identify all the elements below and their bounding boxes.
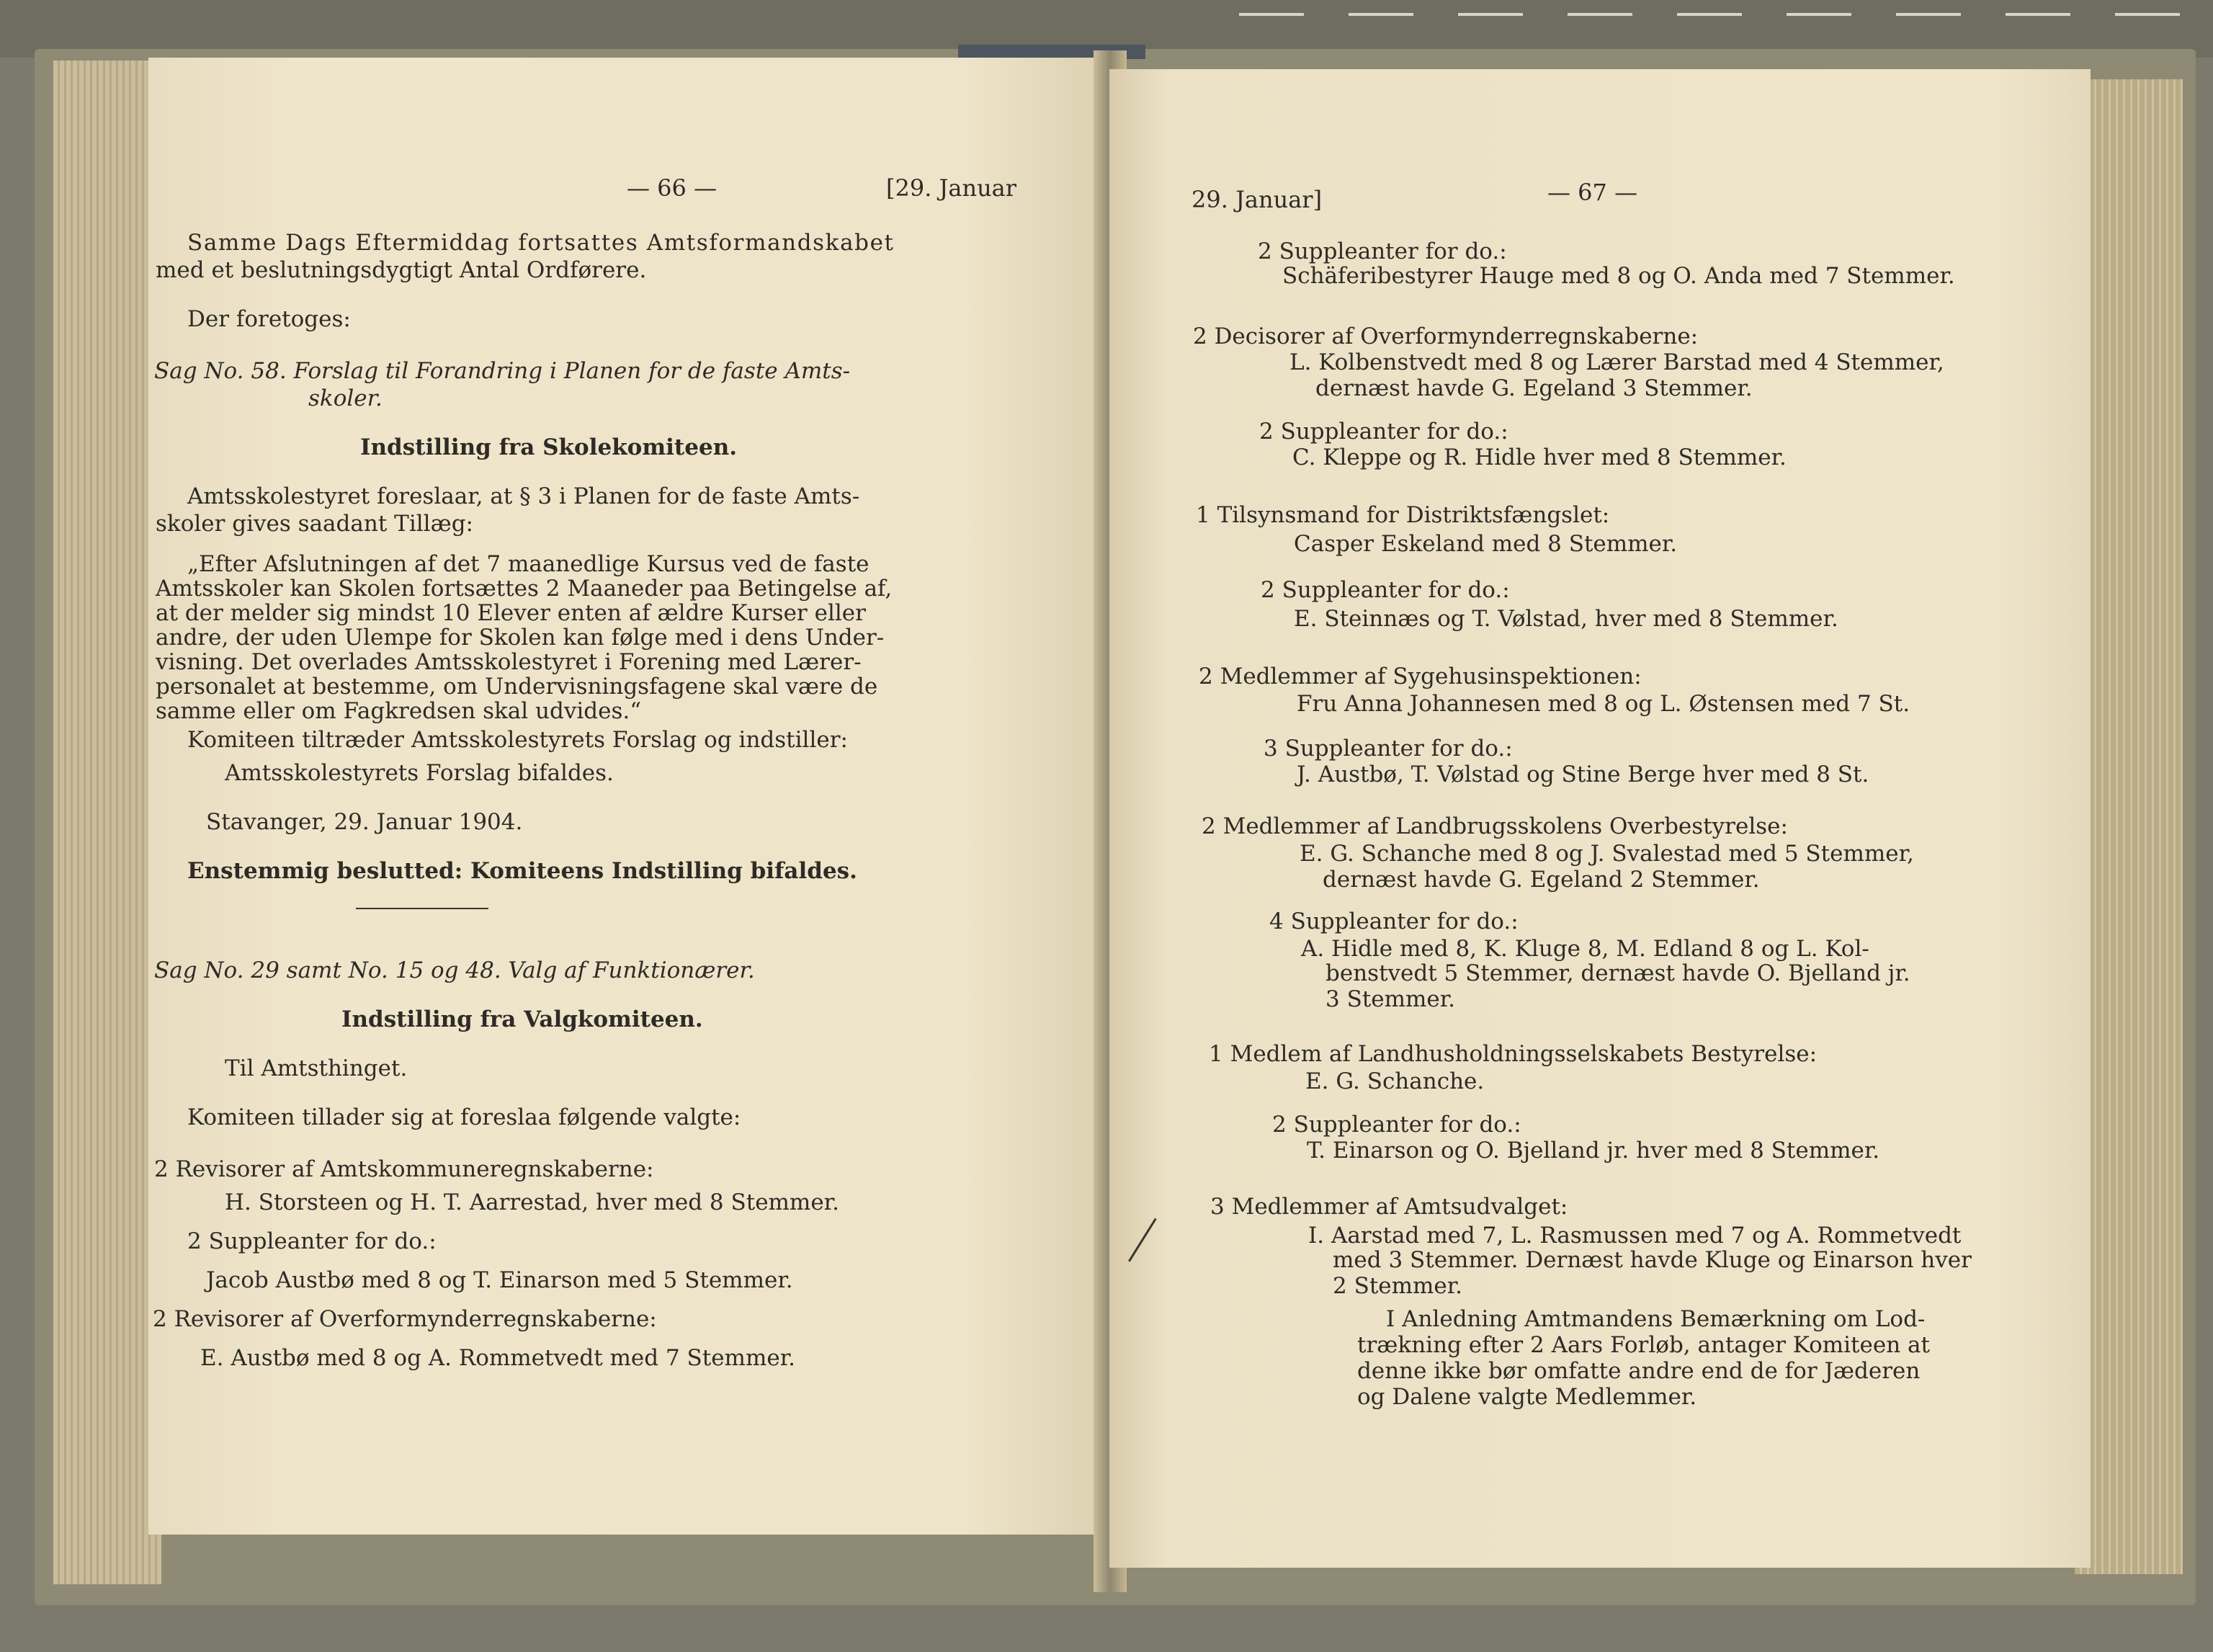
list-item: Casper Eskeland med 8 Stemmer. [1294, 531, 1678, 557]
list-item: C. Kleppe og R. Hidle hver med 8 Stemmer. [1292, 445, 1787, 470]
text-line: Samme Dags Eftermiddag fortsattes Amtsformandskabet [187, 230, 895, 256]
list-heading: 2 Suppleanter for do.: [1261, 577, 1510, 603]
text-line: Komiteen tiltræder Amtsskolestyrets Forslag og indstiller: [187, 727, 848, 753]
left-page-edges [53, 61, 161, 1584]
list-heading: 2 Decisorer af Overformynderregnskaberne: [1193, 323, 1699, 349]
page-number: — 66 — [627, 174, 717, 202]
page-number: — 67 — [1547, 179, 1638, 206]
section-heading: Indstilling fra Valgkomiteen. [341, 1006, 703, 1032]
list-heading: 2 Suppleanter for do.: [1259, 419, 1508, 445]
list-item: E. G. Schanche. [1305, 1068, 1485, 1094]
case-title: Sag No. 58. Forslag til Forandring i Planen for de faste Amts- [154, 358, 851, 384]
note-line: trækning efter 2 Aars Forløb, antager Komiteen at [1357, 1332, 1930, 1358]
quote-line: Amtsskoler kan Skolen fortsættes 2 Maaneder paa Betingelse af, [156, 576, 893, 602]
list-item: 3 Stemmer. [1325, 986, 1456, 1012]
list-heading: 2 Suppleanter for do.: [1272, 1112, 1521, 1138]
text-line: Der foretoges: [187, 306, 351, 332]
place-date: Stavanger, 29. Januar 1904. [206, 809, 523, 835]
right-page [1109, 69, 2091, 1568]
separator-rule [356, 908, 488, 909]
list-heading: 3 Medlemmer af Amtsudvalget: [1210, 1194, 1568, 1220]
list-heading: 1 Tilsynsmand for Distriktsfængslet: [1196, 502, 1610, 528]
list-heading: 3 Suppleanter for do.: [1264, 736, 1513, 762]
list-heading: 2 Medlemmer af Sygehusinspektionen: [1199, 664, 1642, 689]
quote-line: at der melder sig mindst 10 Elever enten af ældre Kurser eller [156, 600, 866, 626]
list-item: Schäferibestyrer Hauge med 8 og O. Anda med 7 Stemmer. [1282, 263, 1955, 289]
list-heading: 2 Medlemmer af Landbrugsskolens Overbestyrelse: [1202, 813, 1788, 839]
scan-edge-marks [1239, 13, 2197, 20]
text-line: Amtsskolestyrets Forslag bifaldes. [225, 760, 614, 786]
list-heading: 1 Medlem af Landhusholdningsselskabets Bestyrelse: [1209, 1041, 1818, 1067]
case-title-continued: skoler. [308, 385, 383, 411]
text-line: skoler gives saadant Tillæg: [156, 511, 473, 537]
list-item: Jacob Austbø med 8 og T. Einarson med 5 Stemmer. [206, 1267, 793, 1293]
right-page-edges [2075, 79, 2183, 1574]
list-heading: 2 Revisorer af Overformynderregnskaberne: [153, 1306, 657, 1332]
quote-line: personalet at bestemme, om Undervisningsfagene skal være de [156, 674, 878, 700]
list-item: 2 Stemmer. [1333, 1273, 1463, 1299]
list-heading: 2 Revisorer af Amtskommuneregnskaberne: [154, 1156, 654, 1182]
list-item: I. Aarstad med 7, L. Rasmussen med 7 og A. Rommetvedt [1308, 1223, 1962, 1249]
case-title: Sag No. 29 samt No. 15 og 48. Valg af Funktionærer. [154, 957, 755, 983]
quote-line: „Efter Afslutningen af det 7 maanedlige Kursus ved de faste [187, 551, 869, 577]
list-item: T. Einarson og O. Bjelland jr. hver med 8 Stemmer. [1307, 1138, 1880, 1164]
list-item: Fru Anna Johannesen med 8 og L. Østensen med 7 St. [1297, 691, 1910, 717]
list-heading: 2 Suppleanter for do.: [1258, 238, 1507, 264]
list-item: med 3 Stemmer. Dernæst havde Kluge og Einarson hver [1333, 1247, 1972, 1273]
note-line: og Dalene valgte Medlemmer. [1357, 1384, 1697, 1410]
quote-line: visning. Det overlades Amtsskolestyret i Forening med Lærer- [156, 649, 862, 675]
quote-line: samme eller om Fagkredsen skal udvides.“ [156, 698, 642, 724]
list-heading: 4 Suppleanter for do.: [1269, 908, 1519, 934]
list-item: E. Steinnæs og T. Vølstad, hver med 8 Stemmer. [1294, 606, 1838, 632]
list-item: dernæst havde G. Egeland 2 Stemmer. [1323, 867, 1760, 893]
text-line: Komiteen tillader sig at foreslaa følgende valgte: [187, 1104, 741, 1130]
note-line: I Anledning Amtmandens Bemærkning om Lod- [1386, 1306, 1926, 1332]
quote-line: andre, der uden Ulempe for Skolen kan følge med i dens Under- [156, 625, 885, 651]
list-item: E. Austbø med 8 og A. Rommetvedt med 7 Stemmer. [200, 1345, 795, 1371]
note-line: denne ikke bør omfatte andre end de for Jæderen [1357, 1358, 1921, 1384]
section-heading: Indstilling fra Skolekomiteen. [360, 434, 738, 460]
resolution: Enstemmig beslutted: Komiteens Indstilling bifaldes. [187, 858, 857, 884]
text-line: Amtsskolestyret foreslaar, at § 3 i Planen for de faste Amts- [187, 483, 860, 509]
running-header-date: 29. Januar] [1192, 186, 1323, 213]
list-item: A. Hidle med 8, K. Kluge 8, M. Edland 8 og L. Kol- [1301, 936, 1869, 962]
text-line: Til Amtsthinget. [225, 1055, 408, 1081]
running-header-date: [29. Januar [886, 174, 1017, 202]
left-page [148, 58, 1108, 1535]
list-item: J. Austbø, T. Vølstad og Stine Berge hver med 8 St. [1297, 762, 1869, 787]
list-heading: 2 Suppleanter for do.: [187, 1228, 437, 1254]
text-line: med et beslutningsdygtigt Antal Ordførere. [156, 257, 647, 283]
list-item: benstvedt 5 Stemmer, dernæst havde O. Bjelland jr. [1325, 960, 1910, 986]
list-item: L. Kolbenstvedt med 8 og Lærer Barstad med 4 Stemmer, [1289, 349, 1944, 375]
list-item: dernæst havde G. Egeland 3 Stemmer. [1315, 375, 1753, 401]
list-item: E. G. Schanche med 8 og J. Svalestad med 5 Stemmer, [1300, 841, 1914, 867]
list-item: H. Storsteen og H. T. Aarrestad, hver med 8 Stemmer. [225, 1189, 839, 1215]
